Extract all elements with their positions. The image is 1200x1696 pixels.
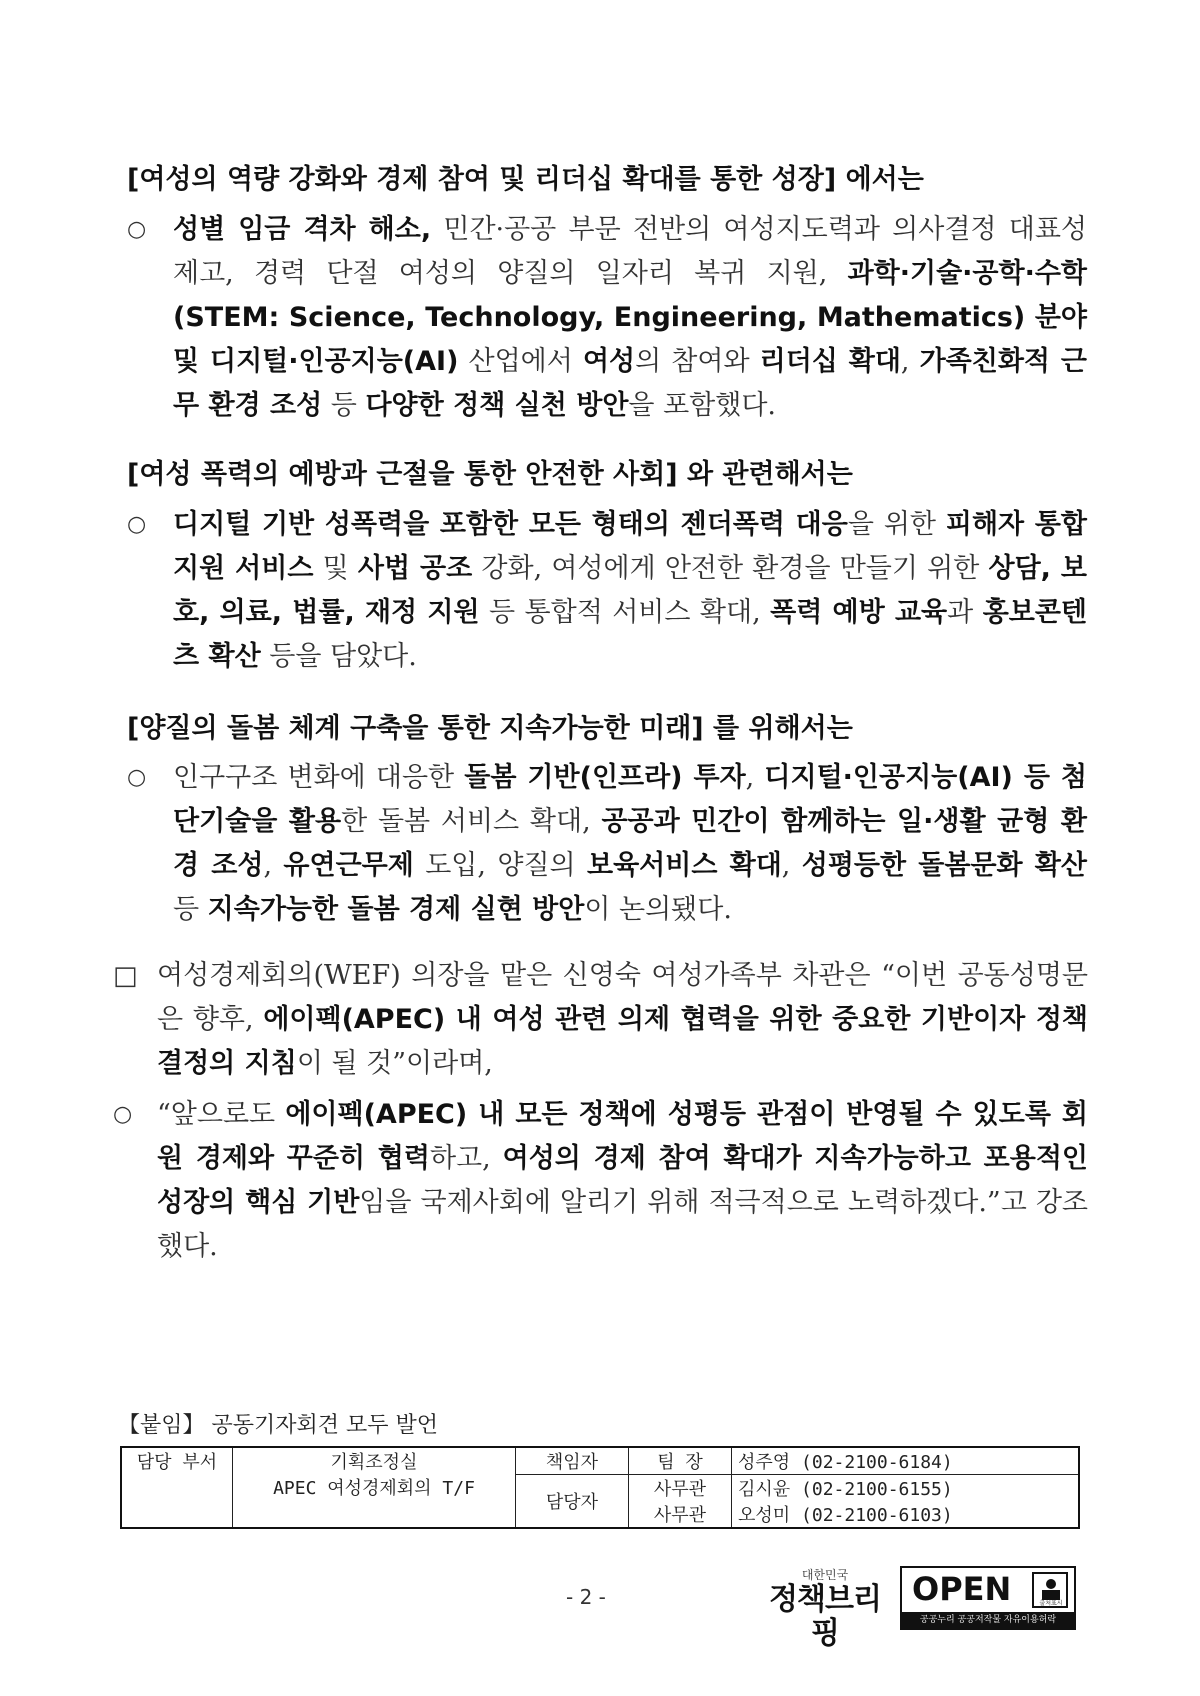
section1-item <box>127 208 1087 428</box>
attribution-label: 출처표시 <box>1039 1600 1063 1607</box>
emphasis-text: 상담, 보호, 의료, 법률, 재정 지원 <box>173 553 1088 628</box>
circle-bullet-icon: ○ <box>127 765 147 790</box>
contact-table <box>120 1446 1080 1529</box>
open-license-logo <box>900 1566 1076 1630</box>
body-text: 을 위한 <box>847 509 946 540</box>
section1-heading: [여성의 역량 강화와 경제 참여 및 리더십 확대를 통한 성장] 에서는 <box>127 164 924 195</box>
emphasis-text: 보육서비스 확대 <box>587 850 782 881</box>
dept-label: 담당 부서 <box>121 1447 233 1528</box>
person-name: 오성미 <box>738 1505 791 1526</box>
circle-bullet-icon: ○ <box>113 1102 133 1127</box>
section2-item <box>127 503 1087 679</box>
square-bullet-icon: □ <box>113 961 138 991</box>
section3-text <box>173 756 1087 932</box>
emphasis-text: 돌봄 기반(인프라) 투자 <box>464 762 746 793</box>
emphasis-text: 리더십 확대 <box>759 346 901 377</box>
emphasis-text: 피해자 통합지원 서비스 <box>173 509 1087 584</box>
circle-bullet-icon: ○ <box>127 217 147 242</box>
logo-small-text: 대한민국 <box>801 1568 849 1582</box>
emphasis-text: 과학·기술·공학·수학(STEM: Science, Technology, Engineering, Mathematics) 분야 및 디지털·인공지능(AI) <box>173 258 1087 377</box>
body-text: 과 <box>947 597 983 628</box>
person-phone: (02-2100-6155) <box>801 1479 953 1500</box>
emphasis-text: 유연근무제 <box>283 850 414 881</box>
section1-text <box>173 208 1087 428</box>
body-text: 이 논의됐다. <box>584 894 732 925</box>
body-text: 및 <box>313 553 358 584</box>
policy-briefing-logo <box>760 1566 890 1651</box>
body-text: 등 <box>322 390 366 421</box>
emphasis-text: 폭력 예방 교육 <box>770 597 948 628</box>
emphasis-text: 성평등한 돌봄문화 확산 <box>801 850 1087 881</box>
emphasis-text: 에이펙(APEC) 내 모든 정책에 성평등 관점이 반영될 수 있도록 회원 경제와 꾸준히 협력 <box>157 1099 1089 1174</box>
emphasis-text: 가족친화적 근무 환경 조성 <box>173 346 1087 421</box>
emphasis-text: 디지털·인공지능(AI) 등 첨단기술을 활용 <box>173 762 1087 837</box>
emphasis-text: 여성 <box>582 346 636 377</box>
contact-label: 담당자 <box>516 1475 629 1529</box>
body-text: “앞으로도 <box>157 1099 286 1130</box>
section3-heading: [양질의 돌봄 체계 구축을 통한 지속가능한 미래] 를 위해서는 <box>127 713 853 744</box>
chair-statement-text <box>157 954 1088 1086</box>
emphasis-text: 성별 임금 격차 해소, <box>173 214 432 245</box>
body-text: 산업에서 <box>458 346 583 377</box>
person-phone: (02-2100-6184) <box>801 1452 953 1473</box>
circle-bullet-icon: ○ <box>127 512 147 537</box>
dept-line-2: APEC 여성경제회의 T/F <box>273 1478 475 1499</box>
body-text: 등 <box>173 894 208 925</box>
body-text: 임을 국제사회에 알리기 위해 적극적으로 노력하겠다.”고 강조했다. <box>157 1187 1088 1262</box>
logo-big-text: 정책브리핑 <box>769 1582 881 1651</box>
body-text: 한 돌봄 서비스 확대, <box>341 806 602 837</box>
emphasis-text: 공공과 민간이 함께하는 일·생활 균형 환경 조성 <box>173 806 1087 881</box>
section2-text <box>173 503 1087 679</box>
body-text: , <box>781 850 802 881</box>
emphasis-text: 사법 공조 <box>357 553 473 584</box>
emphasis-text: 에이펙(APEC) 내 여성 관련 의제 협력을 위한 중요한 기반이자 정책 결정의 지침 <box>157 1004 1088 1079</box>
open-license-caption: 공공누리 공공저작물 자유이용허락 <box>902 1612 1074 1628</box>
body-text: 여성경제회의(WEF) 의장을 맡은 신영숙 여성가족부 차관은 “이번 공동성명문은 향후, <box>157 960 1088 1035</box>
attribution-icon <box>1032 1572 1068 1608</box>
emphasis-text: 여성의 경제 참여 확대가 지속가능하고 포용적인 성장의 핵심 기반 <box>157 1143 1088 1218</box>
body-text: 의 참여와 <box>635 346 760 377</box>
person-title: 팀 장 <box>629 1447 732 1475</box>
person-name: 성주영 <box>738 1452 791 1473</box>
person-title: 사무관 <box>629 1475 732 1502</box>
body-text: , <box>263 850 284 881</box>
body-text: 도입, 양질의 <box>413 850 587 881</box>
body-text: 을 포함했다. <box>628 390 776 421</box>
body-text: 등 통합적 서비스 확대, <box>479 597 771 628</box>
body-text: , <box>745 762 765 793</box>
body-text: 하고, <box>429 1143 503 1174</box>
chair-statement <box>113 954 1088 1086</box>
section3-item <box>127 756 1087 932</box>
emphasis-text: 다양한 정책 실천 방안 <box>365 390 629 421</box>
person-contact <box>732 1475 1080 1502</box>
emphasis-text: 디지털 기반 성폭력을 포함한 모든 형태의 젠더폭력 대응 <box>173 509 848 540</box>
responsible-label: 책임자 <box>516 1447 629 1475</box>
section2-heading: [여성 폭력의 예방과 근절을 통한 안전한 사회] 와 관련해서는 <box>127 459 853 490</box>
emphasis-text: 지속가능한 돌봄 경제 실현 방안 <box>207 894 585 925</box>
open-word: OPEN <box>912 1570 1012 1608</box>
person-contact <box>732 1501 1080 1528</box>
emphasis-text: 홍보콘텐츠 확산 <box>173 597 1088 672</box>
person-name: 김시윤 <box>738 1479 791 1500</box>
body-text: 인구구조 변화에 대응한 <box>173 762 465 793</box>
attachment-note: 【붙임】 공동기자회견 모두 발언 <box>118 1413 439 1438</box>
quote-text <box>157 1093 1088 1269</box>
person-contact <box>732 1447 1080 1475</box>
dept-line-1: 기획조정실 <box>330 1452 418 1473</box>
person-phone: (02-2100-6103) <box>801 1505 953 1526</box>
page-number: - 2 - <box>566 1585 606 1609</box>
body-text: 강화, 여성에게 안전한 환경을 만들기 위한 <box>472 553 989 584</box>
person-title: 사무관 <box>629 1501 732 1528</box>
quote-item <box>113 1093 1088 1269</box>
dept-value <box>233 1447 516 1528</box>
body-text: 이 될 것”이라며, <box>296 1048 493 1079</box>
body-text: 등을 담았다. <box>260 641 417 672</box>
body-text: , <box>900 346 920 377</box>
body-text: 민간·공공 부문 전반의 여성지도력과 의사결정 대표성 제고, 경력 단절 여성의 양질의 일자리 복귀 지원, <box>173 214 1087 289</box>
